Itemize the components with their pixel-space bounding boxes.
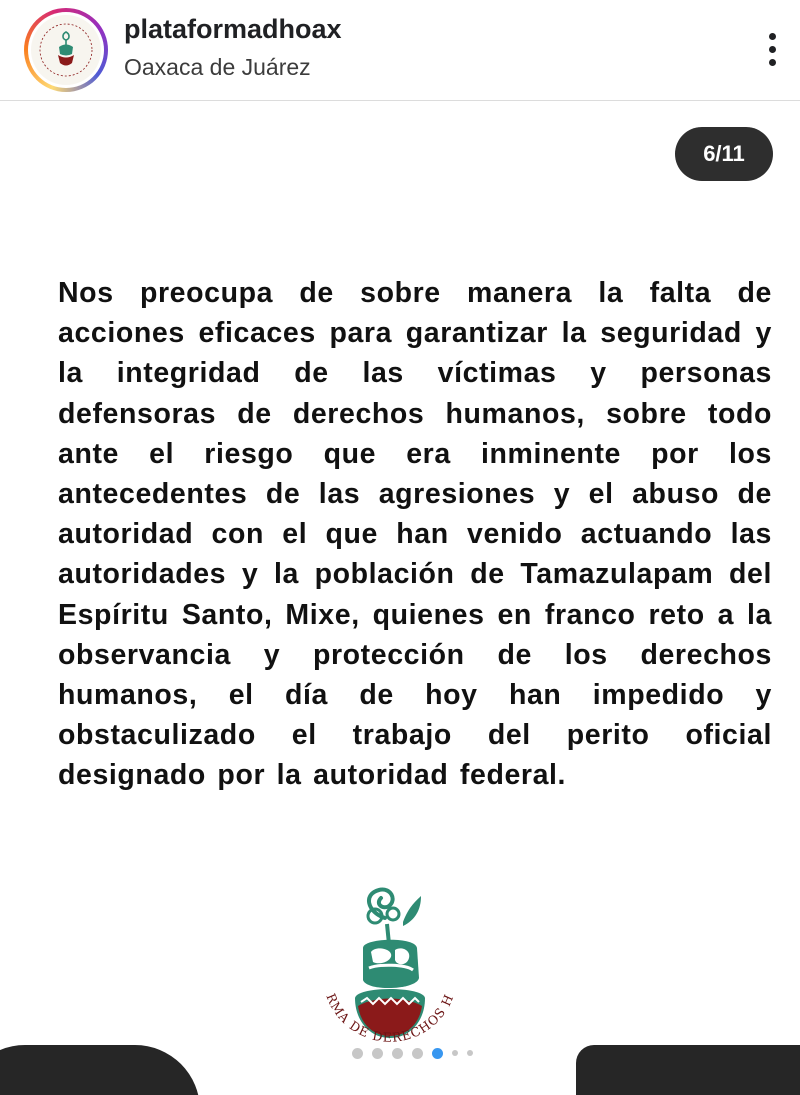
carousel-dot xyxy=(372,1048,383,1059)
logo-avatar-icon xyxy=(31,15,101,85)
carousel-dot xyxy=(412,1048,423,1059)
more-vertical-icon xyxy=(769,33,776,40)
carousel-dot xyxy=(352,1048,363,1059)
post-body-text: Nos preocupa de sobre manera la falta de acciones eficaces para garantizar la seguridad y la integridad de las víctimas y personas defensoras de derechos humanos, sobre todo ante el riesgo que era inminente por los antecedentes de las agresiones y el abuso de autoridad con el que han venido actuando las autoridades y la población de Tamazulapam del Espíritu Santo, Mixe, quienes en franco reto a la observancia y protección de los derechos humanos, el día de hoy han impedido y obstaculizado el trabajo del perito oficial designado por la autoridad federal. xyxy=(58,277,772,792)
location[interactable]: Oaxaca de Juárez xyxy=(124,54,311,80)
carousel-dot xyxy=(392,1048,403,1059)
carousel-dot xyxy=(452,1050,458,1056)
next-slide-button[interactable] xyxy=(576,1045,800,1095)
carousel-dots xyxy=(352,1047,473,1059)
previous-slide-button[interactable] xyxy=(0,1045,200,1095)
post-header xyxy=(0,0,800,100)
carousel-dot xyxy=(467,1050,473,1056)
carousel-counter: 6/11 xyxy=(675,127,773,181)
username[interactable]: plataformadhoax xyxy=(124,14,342,44)
more-options-button[interactable] xyxy=(752,26,792,72)
profile-avatar[interactable] xyxy=(24,8,108,92)
post-image[interactable] xyxy=(0,101,800,1095)
carousel-dot-active xyxy=(432,1048,443,1059)
logo-text: RMA DE DERECHOS H xyxy=(323,991,457,1045)
